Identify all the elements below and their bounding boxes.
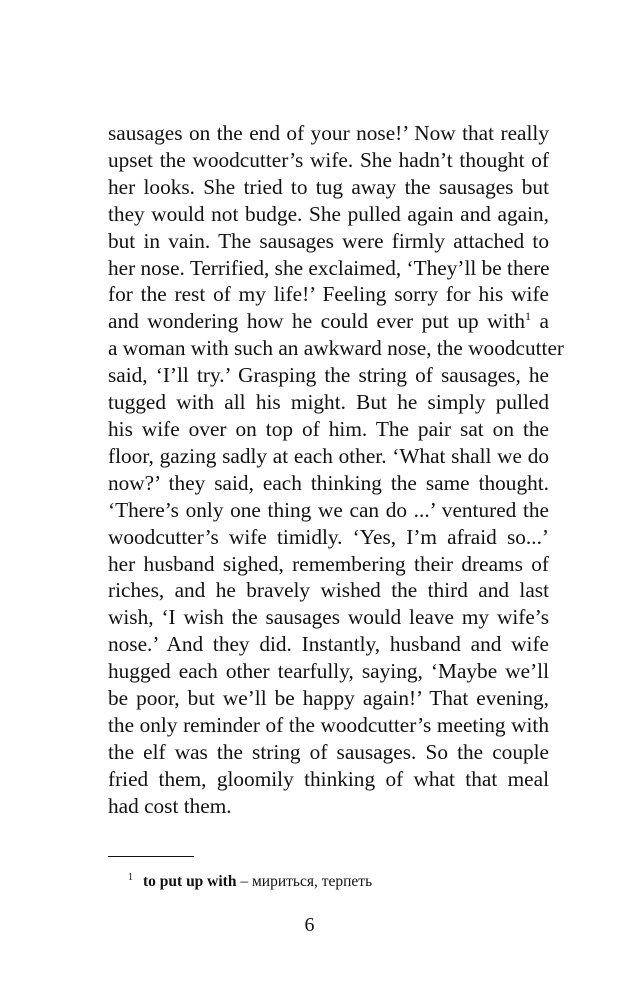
text-line: her nose. Terrified, she exclaimed, ‘They’ll be there: [108, 255, 550, 280]
text-line: her husband sighed, remembering their dreams of: [108, 551, 549, 576]
page-number: 6: [304, 914, 315, 936]
footnote-reference: 1: [525, 309, 532, 324]
text-line: hugged each other tearfully, saying, ‘Maybe we’ll: [108, 659, 549, 684]
text-line: riches, and he bravely wished the third and last: [108, 578, 549, 603]
text-line: they would not budge. She pulled again and again,: [108, 201, 549, 226]
text-line: said, ‘I’ll try.’ Grasping the string of sausages, he: [108, 363, 549, 388]
text-line: the only reminder of the woodcutter’s meeting with: [108, 712, 549, 737]
text-line: her looks. She tried to tug away the sausages but: [108, 174, 549, 199]
body-text: [108, 120, 564, 820]
footnote-term: to put up with: [143, 873, 237, 890]
text-line: wish, ‘I wish the sausages would leave my wife’s: [108, 605, 549, 630]
text-line: woodcutter’s wife timidly. ‘Yes, I’m afraid so...’: [108, 524, 549, 549]
text-line: but in vain. The sausages were firmly attached to: [108, 228, 549, 253]
text-line-with-footnote-ref: [108, 308, 549, 335]
text-line: be poor, but we’ll be happy again!’ That evening,: [108, 686, 549, 711]
text-line: [108, 335, 564, 362]
text-line: ‘There’s only one thing we can do ...’ ventured the: [108, 497, 549, 522]
text-line-lead: a: [108, 336, 123, 361]
footnote-divider: [108, 856, 194, 857]
text-line: now?’ they said, each thinking the same thought.: [108, 470, 549, 495]
text-line: fried them, gloomily thinking of what that meal: [108, 766, 549, 791]
text-line: the elf was the string of sausages. So the couple: [108, 739, 549, 764]
text-line: his wife over on top of him. The pair sat on the: [108, 416, 549, 441]
footnote-number: 1: [128, 871, 133, 883]
text-line: upset the woodcutter’s wife. She hadn’t thought of: [108, 147, 549, 172]
footnote-dash: –: [236, 873, 252, 890]
text-line-tail: a: [531, 309, 549, 334]
text-line: floor, gazing sadly at each other. ‘What shall we do: [108, 443, 549, 468]
text-line-main: and wondering how he could ever put up with: [108, 309, 526, 334]
text-line: tugged with all his might. But he simply pulled: [108, 390, 549, 415]
text-line: nose.’ And they did. Instantly, husband and wife: [108, 632, 549, 657]
text-line-last: had cost them.: [108, 793, 232, 818]
footnote-translation: мириться, терпеть: [251, 873, 373, 890]
text-line: sausages on the end of your nose!’ Now that really: [108, 121, 549, 145]
text-line-main: woman with such an awkward nose, the woodcutter: [122, 336, 564, 361]
footnote: [128, 872, 372, 892]
text-line: for the rest of my life!’ Feeling sorry for his wife: [108, 282, 549, 307]
